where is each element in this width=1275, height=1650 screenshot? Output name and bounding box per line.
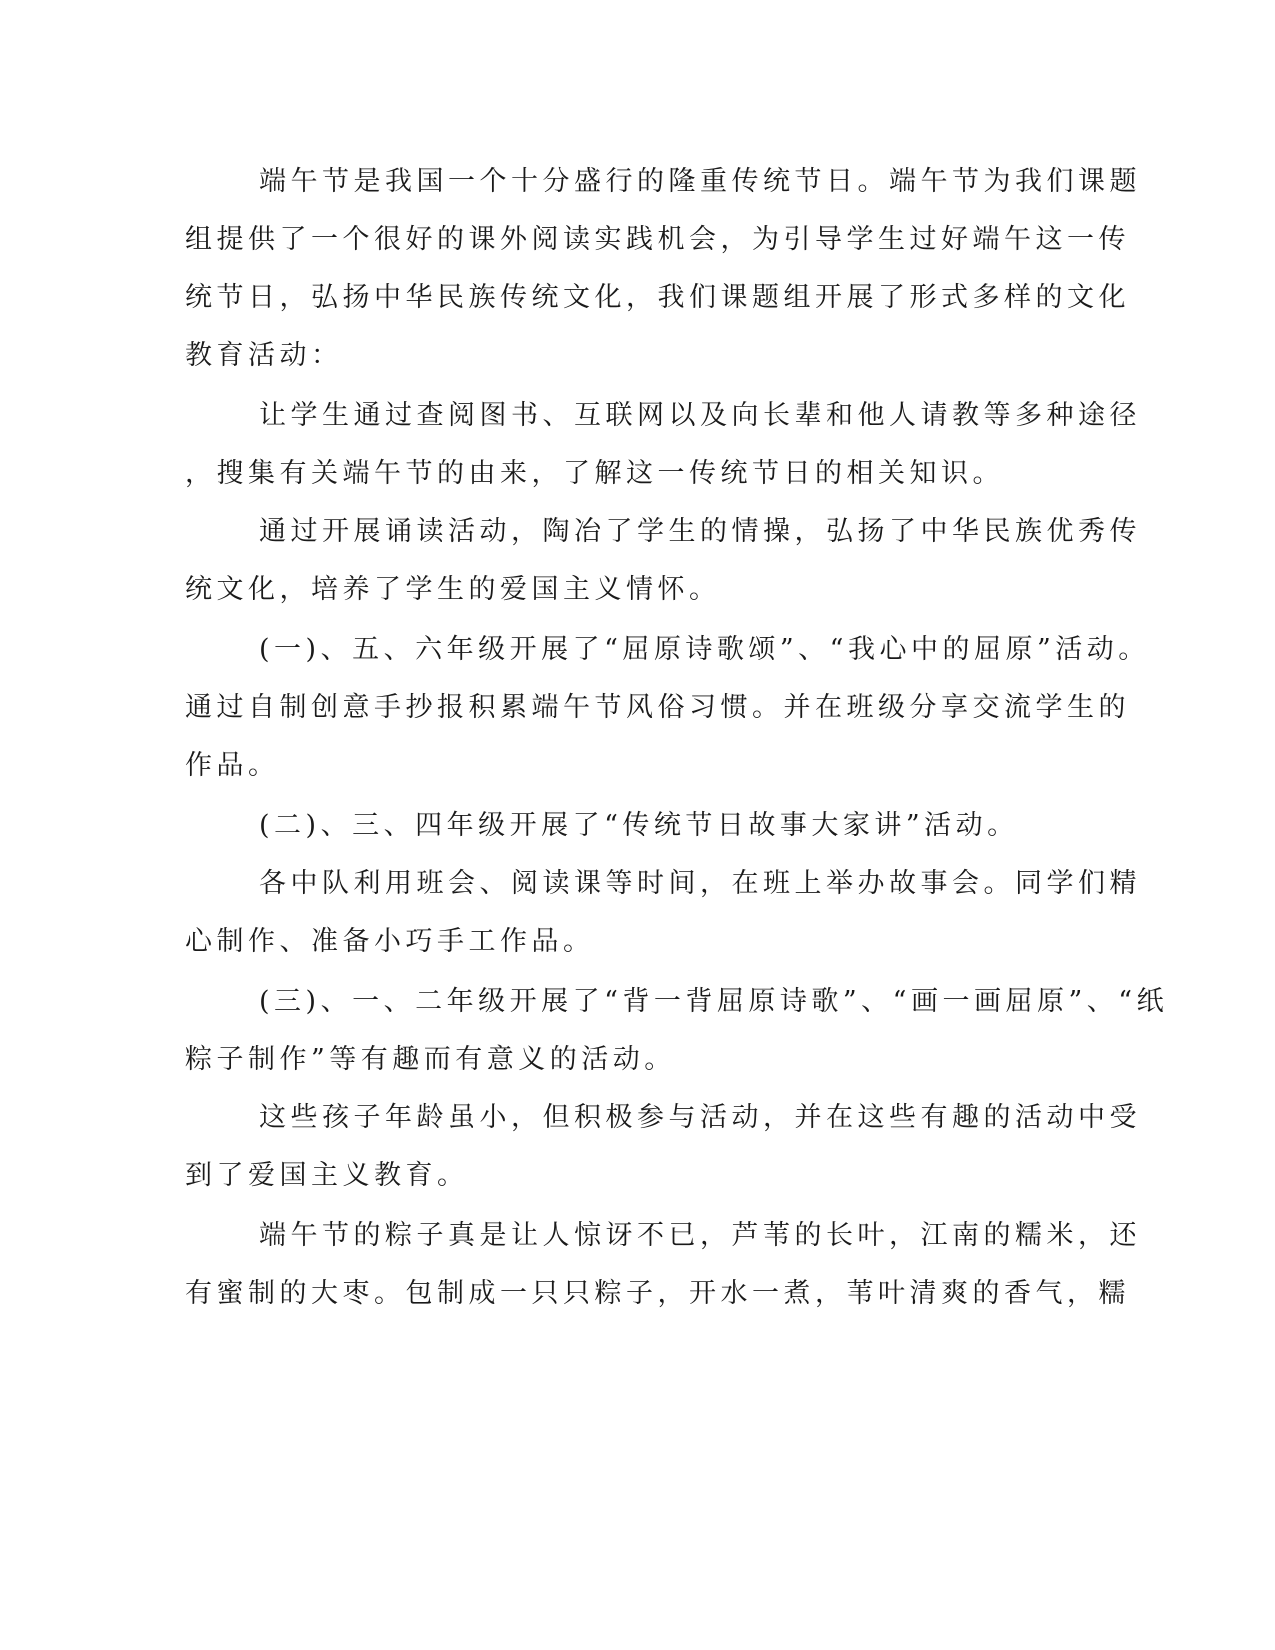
paragraph-1-line-4: 教育活动： xyxy=(185,340,343,371)
paragraph-3-line-1: 通过开展诵读活动，陶冶了学生的情操，弘扬了中华民族优秀传 xyxy=(259,516,1141,547)
paragraph-8-line-2: 到了爱国主义教育。 xyxy=(185,1160,469,1191)
paragraph-1-line-1: 端午节是我国一个十分盛行的隆重传统节日。端午节为我们课题 xyxy=(259,166,1141,197)
paragraph-2-line-1: 让学生通过查阅图书、互联网以及向长辈和他人请教等多种途径 xyxy=(259,400,1141,431)
paragraph-9-line-1: 端午节的粽子真是让人惊讶不已，芦苇的长叶，江南的糯米，还 xyxy=(259,1220,1141,1251)
paragraph-7-line-1: (三)、一、二年级开展了“背一背屈原诗歌”、“画一画屈原”、“纸 xyxy=(259,986,1169,1017)
paragraph-3-line-2: 统文化，培养了学生的爱国主义情怀。 xyxy=(185,574,721,605)
paragraph-2-line-2: ，搜集有关端午节的由来，了解这一传统节日的相关知识。 xyxy=(185,458,1004,489)
paragraph-4-line-2: 通过自制创意手抄报积累端午节风俗习惯。并在班级分享交流学生的 xyxy=(185,692,1130,723)
paragraph-4-line-3: 作品。 xyxy=(185,750,280,781)
paragraph-9-line-2: 有蜜制的大枣。包制成一只只粽子，开水一煮，苇叶清爽的香气，糯 xyxy=(185,1278,1130,1309)
paragraph-8-line-1: 这些孩子年龄虽小，但积极参与活动，并在这些有趣的活动中受 xyxy=(259,1102,1141,1133)
paragraph-1-line-3: 统节日，弘扬中华民族传统文化，我们课题组开展了形式多样的文化 xyxy=(185,282,1130,313)
paragraph-6-line-2: 心制作、准备小巧手工作品。 xyxy=(185,926,595,957)
paragraph-4-line-1: (一)、五、六年级开展了“屈原诗歌颂”、“我心中的屈原”活动。 xyxy=(259,634,1150,665)
paragraph-1-line-2: 组提供了一个很好的课外阅读实践机会，为引导学生过好端午这一传 xyxy=(185,224,1130,255)
paragraph-7-line-2: 粽子制作”等有趣而有意义的活动。 xyxy=(185,1044,676,1075)
paragraph-6-line-1: 各中队利用班会、阅读课等时间，在班上举办故事会。同学们精 xyxy=(259,868,1141,899)
paragraph-5-line-1: (二)、三、四年级开展了“传统节日故事大家讲”活动。 xyxy=(259,810,1019,841)
